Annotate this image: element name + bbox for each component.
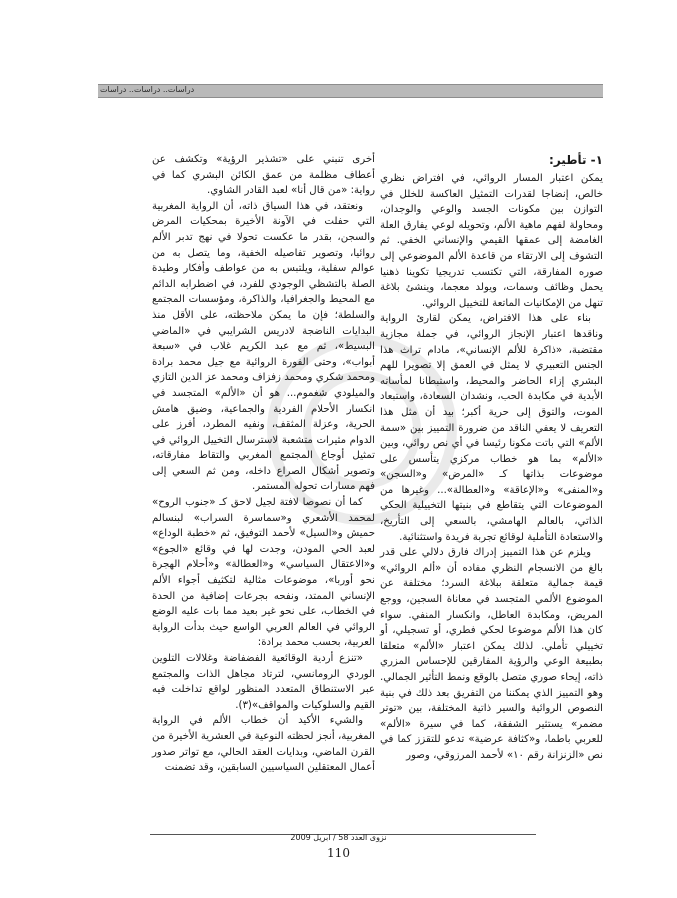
paragraph: كما أن نصوصا لافتة لجيل لاحق كـ «جنوب الروح» لمحمد الأشعري و«سماسرة السراب» لبنسالم حميش و«السيل» لأحمد التوفيق، ثم «خطبة الوداع» لعبد الحي المودن، وجدت لها في وقائع «الجوع» و«الاعتقال السياسي» و«العطالة» و«أحلام الهجرة نحو أوربا»، موضوعات مثالية لتكثيف أجواء الألم الإنساني الممتد، ونفحه بجرعات إضافية من الحدة في الخطاب، على نحو غير بعيد مما بات عليه الوضع الروائي في العالم العربي الواسع حيث بدأت الرواية العربية، بحسب محمد برادة: (152, 497, 375, 649)
paragraph: ونعتقد، في هذا السياق ذاته، أن الرواية المغربية التي حفلت في الآونة الأخيرة بمحكيات المرض والسجن، بقدر ما عكست تحولا في نهج تدبر الألم روائيا، وتصوير تفاصيله الخفية، وما يتصل به من عوالم سفلية، ويلتبس به من عواطف وأفكار وطيدة الصلة بالتشظي الوجودي للفرد، في اضطرابه الدائم مع المحيط والجغرافيا، والذاكرة، ومؤسسات المجتمع والسلطة؛ فإن ما يمكن ملاحظته، على الأقل منذ البدايات الناضجة لادريس الشرايبي في «الماضي البسيط»، ثم مع عبد الكريم غلاب في «سبعة أبواب»، وحتى الفورة الروائية مع جيل محمد برادة ومحمد شكري ومحمد زفزاف ومحمد عز الدين التازي والميلودي شغموم... هو أن «الألم» المتجسد في انكسار الأحلام الفردية والجماعية، وضيق هامش الحرية، وعزلة المثقف، ونفيه المطرد، أفرز على الدوام مثيرات متشعبة لاسترسال التخييل الروائي في تمثيل أوجاع المجتمع المغربي والتقاط مفارقاته، وتصوير أشكال الصراع داخله، ومن ثم السعي إلى فهم مسارات تحوله المستمر. (152, 200, 375, 493)
paragraph: يمكن اعتبار المسار الروائي، في افتراض نظري خالص، إنضاجا لقدرات التمثيل العاكسة للخلل في التوازن بين مكونات الجسد والوعي والوجدان، ومحاولة لفهم ماهية الألم، وتحويله لوعي يفارق العلة الغامضة إلى عمقها القيمي والإنساني الخفي. ثم التشوف إلى الارتقاء من قاعدة الألم الموضوعي إلى صوره المفارقة، التي تكتسب تدريجيا تكوينا ذهنيا يحمل وظائف وسمات، ويولد معجما، وينشئ بلاغة تنهل من الإمكانيات الماتعة للتخييل الروائي. (380, 173, 603, 309)
page-number: 110 (327, 846, 350, 860)
running-header-title: دراسات.. دراسات.. دراسات (100, 85, 195, 94)
paragraph: أخرى تنبني على «تشذير الرؤية» وتكشف عن أعطاف مظلمة من عمق الكائن البشري كما في رواية: «من قال أنا» لعبد القادر الشاوي. (152, 154, 375, 197)
left-column (152, 152, 375, 774)
quotation: «تنزع أردية الوقائعية الفضفاضة وغلالات التلوين الوردي الرومانسي، لترتاد مجاهل الذات والمجتمع عبر الاستنطاق المتعدد المنظور لواقع تداخلت فيه القيم والسلوكيات والمواقف»(٣). (152, 653, 375, 711)
section-heading: ١- تأطير: (549, 153, 603, 167)
paragraph: والشيء الأكيد أن خطاب الألم في الرواية المغربية، أنجز لحظته النوعية في العشرية الأخيرة من القرن الماضي، وبدايات العقد الحالي، مع تواتر صدور أعمال المعتقلين السياسيين السابقين، وقد تضمنت (152, 715, 375, 774)
paragraph: بناء على هذا الافتراض، يمكن لقارئ الرواية وناقدها اعتبار الإنجاز الروائي، في جملة مجازية مقتضبة، «ذاكرة للألم الإنساني»، مادام تراث هذا الجنس التعبيري لا يمثل في العمق إلا تصويرا للهم البشري إزاء الحاضر والمحيط، واستبطانا لمأساته الأبدية في مكابدة الحب، ونشدان السعادة، واستبعاد الموت، والتوق إلى حرية أكبر؛ بيد أن مثل هذا التعريف لا يعفي الناقد من ضرورة التمييز بين «سمة الألم» التي باتت مكونا رئيسا في أي نص روائي، وبين «الألم» بما هو خطاب مركزي يتأسس على موضوعات بذاتها كـ «المرض» و«السجن» و«المنفى» و«الإعاقة» و«العطالة»... وغيرها من الموضوعات التي يتقاطع في بنيتها التخييلية الحكي الذاتي، بالعالم الهامشي، بالسعي إلى التأريخ، والاستعادة التأملية لوقائع تجربة فريدة واستثنائية. (380, 313, 603, 543)
paragraph: ويلزم عن هذا التمييز إدراك فارق دلالي على قدر بالغ من الانسجام النظري مفاده أن «ألم الروائي» قيمة جمالية متعلقة ببلاغة السرد؛ مختلفة عن الموضوع الألمي المتجسد في معاناة السجين، ووجع المريض، ومكابدة العاطل، وانكسار المنفي. سواء كان هذا الألم موضوعا لحكي فطري، أو تسجيلي، أو تخييلي تأملي. لذلك يمكن اعتبار «الألم» متعلقا بطبيعة الوعي والرؤية المفارقين للإحساس المزري ذاته، إيحاء صوري متصل بالوقع ونمط التأثير الجمالي. وهو التمييز الذي يمكننا من التفريق بعد ذلك في بنية النصوص الروائية والسير ذاتية المختلفة، بين «توتر مضمر» يستثير الشفقة، كما في سيرة «الألم» للعربي باطما، و«كثافة عرضية» تدعو للتقزز كما في نص «الزنزانة رقم ١٠» لأحمد المرزوقي، وصور (380, 547, 603, 761)
right-column (380, 152, 603, 761)
footer-issue: نزوى العدد 58 / ابريل 2009 (290, 833, 387, 842)
